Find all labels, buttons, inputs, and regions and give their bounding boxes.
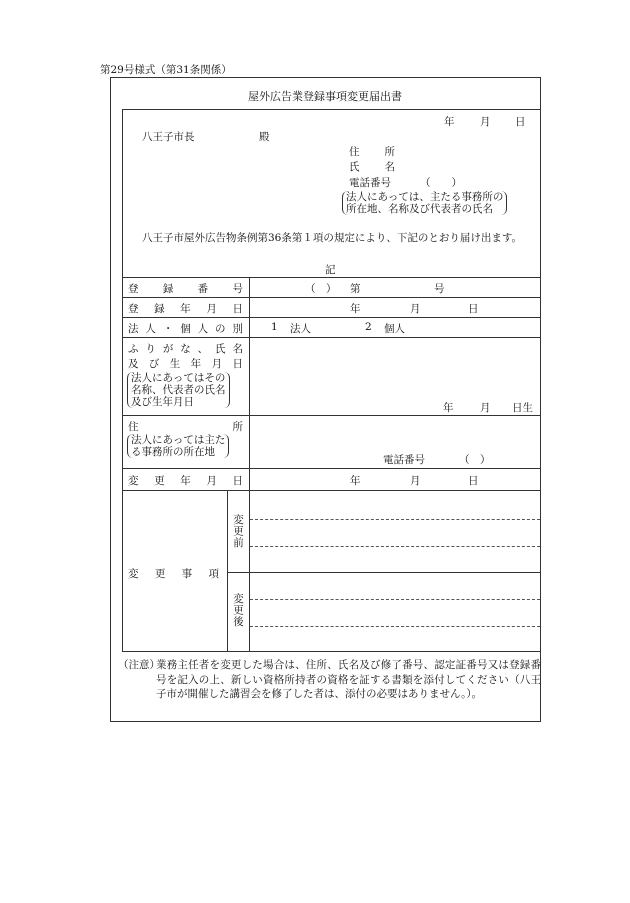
change-label-line bbox=[227, 490, 228, 652]
dob-year: 年 bbox=[443, 402, 454, 414]
applicant-phone-label: 電話番号 bbox=[349, 177, 391, 189]
row-divider bbox=[122, 317, 541, 318]
ki-label: 記 bbox=[325, 264, 336, 276]
applicant-corp-note: 法人にあっては、主たる事務所の 所在地、名称及び代表者の氏名 bbox=[342, 191, 507, 215]
corp-option-2-number: 2 bbox=[365, 321, 372, 333]
row-divider bbox=[122, 297, 541, 298]
reg-no-go: 号 bbox=[434, 283, 445, 295]
change-value-line bbox=[249, 490, 250, 652]
notice-text: 業務主任者を変更した場合は、住所、氏名及び修了番号、認定証番号又は登録番号を記入の上、新しい資格所持者の資格を証する書類を添付してください（八王子市が開催した講習会を修了した者は、添付の必要はありません。）。 bbox=[156, 659, 541, 700]
change-date-day: 日 bbox=[468, 475, 479, 487]
address-label: 住 所 bbox=[128, 421, 243, 433]
after-dash-line-1 bbox=[250, 599, 540, 600]
change-before-label: 変更前 bbox=[232, 514, 244, 549]
recipient-honorific: 殿 bbox=[259, 131, 270, 143]
row-divider bbox=[122, 490, 541, 491]
change-date-month: 月 bbox=[410, 475, 421, 487]
row-divider bbox=[122, 415, 541, 416]
table-top-line bbox=[122, 277, 541, 278]
reg-date-day: 日 bbox=[468, 303, 479, 315]
change-date-year: 年 bbox=[350, 475, 361, 487]
recipient-mayor: 八王子市長 bbox=[142, 131, 195, 143]
date-month-label: 月 bbox=[480, 116, 491, 128]
date-day-label: 日 bbox=[515, 116, 526, 128]
notice-label: （注意） bbox=[118, 659, 160, 671]
address-phone-parens: （ ） bbox=[459, 454, 491, 466]
before-dash-line-2 bbox=[250, 546, 540, 547]
reg-no-dai: 第 bbox=[350, 283, 361, 295]
corp-option-1-number: 1 bbox=[271, 321, 278, 333]
row-divider bbox=[122, 468, 541, 469]
reg-date-year: 年 bbox=[350, 303, 361, 315]
change-divider bbox=[227, 572, 541, 573]
reg-date-month: 月 bbox=[410, 303, 421, 315]
address-note: 法人にあっては主た る事務所の所在地 bbox=[127, 434, 229, 458]
corp-type-label: 法 人 ・ 個 人 の 別 bbox=[128, 323, 243, 335]
change-date-label: 変 更 年 月 日 bbox=[128, 475, 243, 487]
date-year-label: 年 bbox=[444, 116, 455, 128]
statement-text: 八王子市屋外広告物条例第36条第１項の規定により、下記のとおり届け出ます。 bbox=[142, 232, 523, 244]
reg-no-label: 登 録 番 号 bbox=[128, 283, 243, 295]
form-number: 第29号様式（第31条関係） bbox=[100, 64, 232, 76]
name-dob-note: 法人にあってはその 名称、代表者の氏名 及び生年月日 bbox=[127, 372, 230, 408]
corp-option-1: 法人 bbox=[290, 323, 311, 335]
reg-no-paren: （ ） bbox=[305, 283, 337, 295]
after-dash-line-2 bbox=[250, 626, 540, 627]
name-dob-label-1: ふ り が な 、 氏 名 bbox=[128, 343, 243, 355]
name-dob-label-2: 及 び 生 年 月 日 bbox=[128, 358, 243, 370]
address-phone-label: 電話番号 bbox=[383, 454, 425, 466]
change-after-label: 変更後 bbox=[232, 593, 244, 628]
dob-month: 月 bbox=[480, 402, 491, 414]
applicant-phone-parens: （ ） bbox=[420, 177, 462, 189]
form-title: 屋外広告業登録事項変更届出書 bbox=[248, 90, 402, 103]
applicant-name-label: 氏 名 bbox=[349, 161, 395, 173]
before-dash-line-1 bbox=[250, 519, 540, 520]
row-divider bbox=[122, 337, 541, 338]
dob-day: 日生 bbox=[512, 402, 533, 414]
label-column-line bbox=[249, 277, 250, 490]
applicant-address-label: 住 所 bbox=[349, 146, 395, 158]
reg-date-label: 登 録 年 月 日 bbox=[128, 303, 243, 315]
corp-option-2: 個人 bbox=[384, 323, 405, 335]
change-items-label: 変 更 事 項 bbox=[128, 568, 219, 580]
